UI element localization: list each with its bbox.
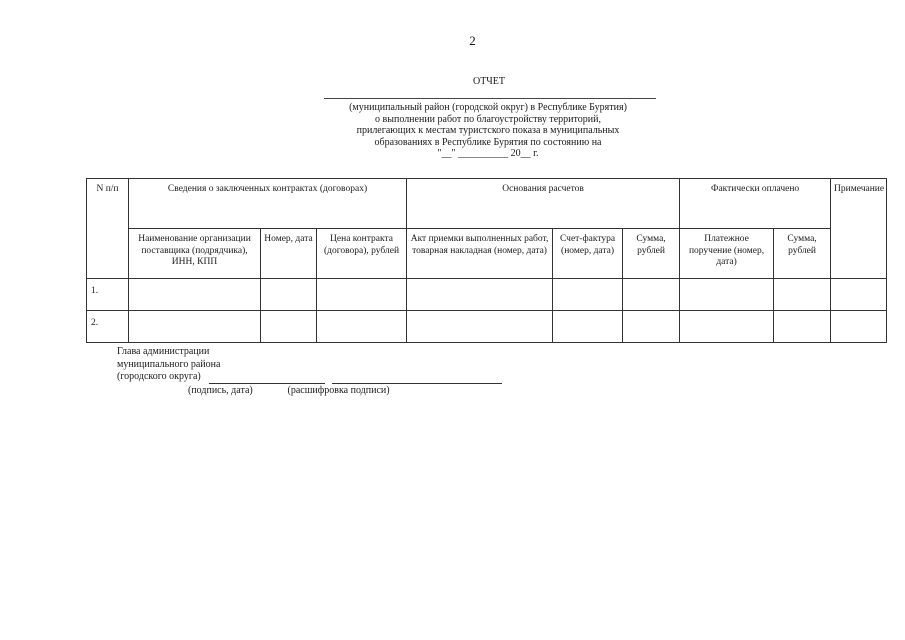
title-underline <box>324 98 656 99</box>
subheader-acceptance-act: Акт приемки выполненных работ, товарная накладная (номер, дата) <box>407 229 553 279</box>
subheader-contract-price: Цена контракта (договора), рублей <box>317 229 407 279</box>
signature-block <box>117 346 502 384</box>
subheader-sum-paid: Сумма, рублей <box>774 229 831 279</box>
table-cell[interactable] <box>317 311 407 343</box>
header-note: Примечание <box>831 179 887 279</box>
signature-role-line-3-row <box>117 371 502 384</box>
table-cell[interactable] <box>407 279 553 311</box>
table-cell[interactable] <box>553 279 623 311</box>
caption-signature-decode: (расшифровка подписи) <box>287 385 390 396</box>
subheader-supplier: Наименование организации поставщика (подрядчика), ИНН, КПП <box>129 229 261 279</box>
table-subheader-row <box>87 229 887 279</box>
caption-signature-date: (подпись, дата) <box>188 385 253 396</box>
signature-role-line-2: муниципального района <box>117 358 221 370</box>
signature-decode-field[interactable] <box>332 373 502 384</box>
signature-field[interactable] <box>209 373 325 384</box>
row-number: 2. <box>87 311 129 343</box>
table-row <box>87 279 887 311</box>
report-subtitle: (муниципальный район (городской округ) в Республике Бурятия) о выполнении работ по благоустройству территорий, прилегающих к местам туристского показа в муниципальных образованиях в Республике Бурятия по состоянию на "__" __________ 20__ г. <box>349 102 627 160</box>
table-cell[interactable] <box>623 279 680 311</box>
table-cell[interactable] <box>129 279 261 311</box>
table-cell[interactable] <box>407 311 553 343</box>
signature-captions <box>188 385 390 396</box>
table-cell[interactable] <box>623 311 680 343</box>
report-table <box>86 178 887 343</box>
table-cell[interactable] <box>831 279 887 311</box>
table-cell[interactable] <box>261 311 317 343</box>
signature-role-line-3: (городского округа) <box>117 371 201 382</box>
page-number: 2 <box>469 33 476 48</box>
table-cell[interactable] <box>774 311 831 343</box>
report-title: ОТЧЕТ <box>472 76 506 87</box>
subheader-number-date: Номер, дата <box>261 229 317 279</box>
header-basis: Основания расчетов <box>407 179 680 229</box>
table-cell[interactable] <box>129 311 261 343</box>
subheader-sum-basis: Сумма, рублей <box>623 229 680 279</box>
subheader-payment-order: Платежное поручение (номер, дата) <box>680 229 774 279</box>
table-row <box>87 311 887 343</box>
signature-role-line-1: Глава администрации <box>117 346 210 357</box>
header-contracts: Сведения о заключенных контрактах (договорах) <box>129 179 407 229</box>
subheader-invoice: Счет-фактура (номер, дата) <box>553 229 623 279</box>
table-cell[interactable] <box>831 311 887 343</box>
table-cell[interactable] <box>680 279 774 311</box>
table-cell[interactable] <box>774 279 831 311</box>
table-cell[interactable] <box>317 279 407 311</box>
table-cell[interactable] <box>553 311 623 343</box>
table-cell[interactable] <box>680 311 774 343</box>
header-num: N п/п <box>87 179 129 279</box>
table-header-row <box>87 179 887 229</box>
row-number: 1. <box>87 279 129 311</box>
table-cell[interactable] <box>261 279 317 311</box>
header-paid: Фактически оплачено <box>680 179 831 229</box>
